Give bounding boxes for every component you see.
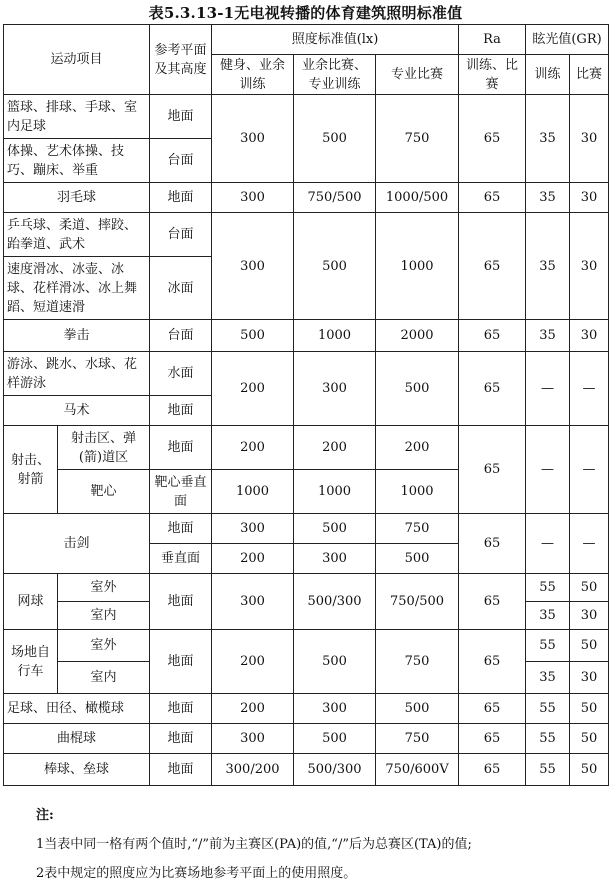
cell-comp: — [570, 514, 609, 574]
cell-plane: 地面 [150, 183, 212, 213]
cell-comp: 30 [570, 602, 609, 630]
row-shooting-area: 射击区、弹(箭)道区 [58, 426, 150, 470]
row-football: 足球、田径、橄榄球 [4, 694, 150, 724]
row-target: 靶心 [58, 470, 150, 514]
cell-ra: 65 [459, 724, 526, 754]
row-swimming: 游泳、跳水、水球、花样游泳 [4, 352, 150, 396]
cell-train: — [526, 426, 570, 514]
header-glare: 眩光值(GR) [526, 25, 609, 55]
cell-train: 55 [526, 724, 570, 754]
row-cycling: 场地自行车 [4, 630, 58, 694]
cell-ra: 65 [459, 754, 526, 786]
cell-ra: 65 [459, 514, 526, 574]
row-pingpong: 乒乓球、柔道、摔跤、跆拳道、武术 [4, 213, 150, 257]
cell-ra: 65 [459, 213, 526, 320]
cell-pro: 750 [376, 95, 459, 183]
cell-fitness: 300 [212, 183, 294, 213]
cell-pro: 200 [376, 426, 459, 470]
cell-plane: 地面 [150, 754, 212, 786]
cell-plane: 地面 [150, 574, 212, 630]
cell-fitness: 300 [212, 95, 294, 183]
cell-fitness: 300 [212, 724, 294, 754]
cell-plane: 台面 [150, 139, 212, 183]
cell-pro: 750/500 [376, 574, 459, 630]
cell-pro: 500 [376, 694, 459, 724]
header-sport: 运动项目 [4, 25, 150, 95]
header-pro: 专业比赛 [376, 55, 459, 95]
cell-plane: 台面 [150, 213, 212, 257]
cell-train: 35 [526, 183, 570, 213]
cell-fitness: 500 [212, 320, 294, 352]
cell-fitness: 300/200 [212, 754, 294, 786]
row-cycling-outdoor: 室外 [58, 630, 150, 662]
cell-amateur: 500 [294, 514, 376, 544]
cell-ra: 65 [459, 574, 526, 630]
row-hockey: 曲棍球 [4, 724, 150, 754]
cell-comp: — [570, 352, 609, 426]
cell-train: 55 [526, 574, 570, 602]
cell-pro: 750 [376, 514, 459, 544]
row-basketball: 篮球、排球、手球、室内足球 [4, 95, 150, 139]
cell-train: 35 [526, 213, 570, 320]
row-cycling-indoor: 室内 [58, 662, 150, 694]
cell-amateur: 300 [294, 352, 376, 426]
header-plane: 参考平面及其高度 [150, 25, 212, 95]
cell-fitness: 200 [212, 426, 294, 470]
cell-plane: 冰面 [150, 257, 212, 320]
cell-train: — [526, 352, 570, 426]
cell-train: 55 [526, 754, 570, 786]
header-train-comp: 训练、比赛 [459, 55, 526, 95]
cell-comp: 30 [570, 662, 609, 694]
cell-amateur: 500 [294, 95, 376, 183]
cell-fitness: 200 [212, 694, 294, 724]
row-boxing: 拳击 [4, 320, 150, 352]
cell-comp: 50 [570, 630, 609, 662]
cell-pro: 750 [376, 630, 459, 694]
cell-plane: 水面 [150, 352, 212, 396]
cell-ra: 65 [459, 320, 526, 352]
cell-ra: 65 [459, 694, 526, 724]
row-baseball: 棒球、垒球 [4, 754, 150, 786]
cell-ra: 65 [459, 630, 526, 694]
header-ra: Ra [459, 25, 526, 55]
table-title: 表5.3.13-1无电视转播的体育建筑照明标准值 [148, 4, 463, 22]
cell-plane: 垂直面 [150, 544, 212, 574]
cell-plane: 地面 [150, 724, 212, 754]
cell-comp: 50 [570, 754, 609, 786]
cell-amateur: 500 [294, 213, 376, 320]
cell-train: 35 [526, 662, 570, 694]
cell-amateur: 500/300 [294, 754, 376, 786]
cell-train: 55 [526, 694, 570, 724]
cell-fitness: 200 [212, 544, 294, 574]
cell-amateur: 1000 [294, 470, 376, 514]
row-tennis: 网球 [4, 574, 58, 630]
standard-table [3, 24, 609, 786]
cell-plane: 地面 [150, 630, 212, 694]
header-illuminance: 照度标准值(lx) [212, 25, 459, 55]
header-fitness: 健身、业余训练 [212, 55, 294, 95]
cell-comp: 50 [570, 574, 609, 602]
header-comp: 比赛 [570, 55, 609, 95]
cell-fitness: 300 [212, 574, 294, 630]
row-gymnastics: 体操、艺术体操、技巧、蹦床、举重 [4, 139, 150, 183]
cell-pro: 1000/500 [376, 183, 459, 213]
cell-train: 55 [526, 630, 570, 662]
cell-pro: 500 [376, 544, 459, 574]
cell-amateur: 750/500 [294, 183, 376, 213]
cell-fitness: 1000 [212, 470, 294, 514]
cell-pro: 1000 [376, 213, 459, 320]
note-1: 1当表中同一格有两个值时,“/”前为主赛区(PA)的值,“/”后为总赛区(TA)的值; [36, 837, 472, 852]
cell-amateur: 1000 [294, 320, 376, 352]
cell-plane: 地面 [150, 694, 212, 724]
cell-pro: 500 [376, 352, 459, 426]
cell-plane: 地面 [150, 95, 212, 139]
cell-amateur: 300 [294, 694, 376, 724]
cell-ra: 65 [459, 426, 526, 514]
cell-comp: 30 [570, 213, 609, 320]
cell-amateur: 500 [294, 630, 376, 694]
cell-fitness: 300 [212, 514, 294, 544]
notes-section [36, 806, 472, 893]
cell-plane: 地面 [150, 514, 212, 544]
row-fencing: 击剑 [4, 514, 150, 574]
row-badminton: 羽毛球 [4, 183, 150, 213]
cell-ra: 65 [459, 95, 526, 183]
cell-train: — [526, 514, 570, 574]
cell-ra: 65 [459, 183, 526, 213]
row-tennis-outdoor: 室外 [58, 574, 150, 602]
cell-train: 35 [526, 95, 570, 183]
cell-amateur: 300 [294, 544, 376, 574]
cell-fitness: 200 [212, 630, 294, 694]
row-shooting: 射击、射箭 [4, 426, 58, 514]
cell-comp: 30 [570, 95, 609, 183]
cell-amateur: 200 [294, 426, 376, 470]
cell-comp: 30 [570, 183, 609, 213]
header-train: 训练 [526, 55, 570, 95]
cell-pro: 750 [376, 724, 459, 754]
cell-pro: 1000 [376, 470, 459, 514]
cell-plane: 地面 [150, 396, 212, 426]
row-equestrian: 马术 [4, 396, 150, 426]
cell-pro: 2000 [376, 320, 459, 352]
row-tennis-indoor: 室内 [58, 602, 150, 630]
cell-fitness: 300 [212, 213, 294, 320]
row-skating: 速度滑冰、冰壶、冰球、花样滑冰、冰上舞蹈、短道速滑 [4, 257, 150, 320]
cell-plane: 靶心垂直面 [150, 470, 212, 514]
cell-comp: — [570, 426, 609, 514]
cell-comp: 50 [570, 724, 609, 754]
note-2: 2表中规定的照度应为比赛场地参考平面上的使用照度。 [36, 866, 357, 881]
cell-comp: 30 [570, 320, 609, 352]
notes-heading: 注: [36, 808, 54, 823]
cell-fitness: 200 [212, 352, 294, 426]
cell-plane: 地面 [150, 426, 212, 470]
cell-train: 35 [526, 320, 570, 352]
cell-plane: 台面 [150, 320, 212, 352]
cell-train: 35 [526, 602, 570, 630]
cell-amateur: 500 [294, 724, 376, 754]
cell-ra: 65 [459, 352, 526, 426]
cell-comp: 50 [570, 694, 609, 724]
cell-pro: 750/600V [376, 754, 459, 786]
cell-amateur: 500/300 [294, 574, 376, 630]
header-amateur: 业余比赛、专业训练 [294, 55, 376, 95]
